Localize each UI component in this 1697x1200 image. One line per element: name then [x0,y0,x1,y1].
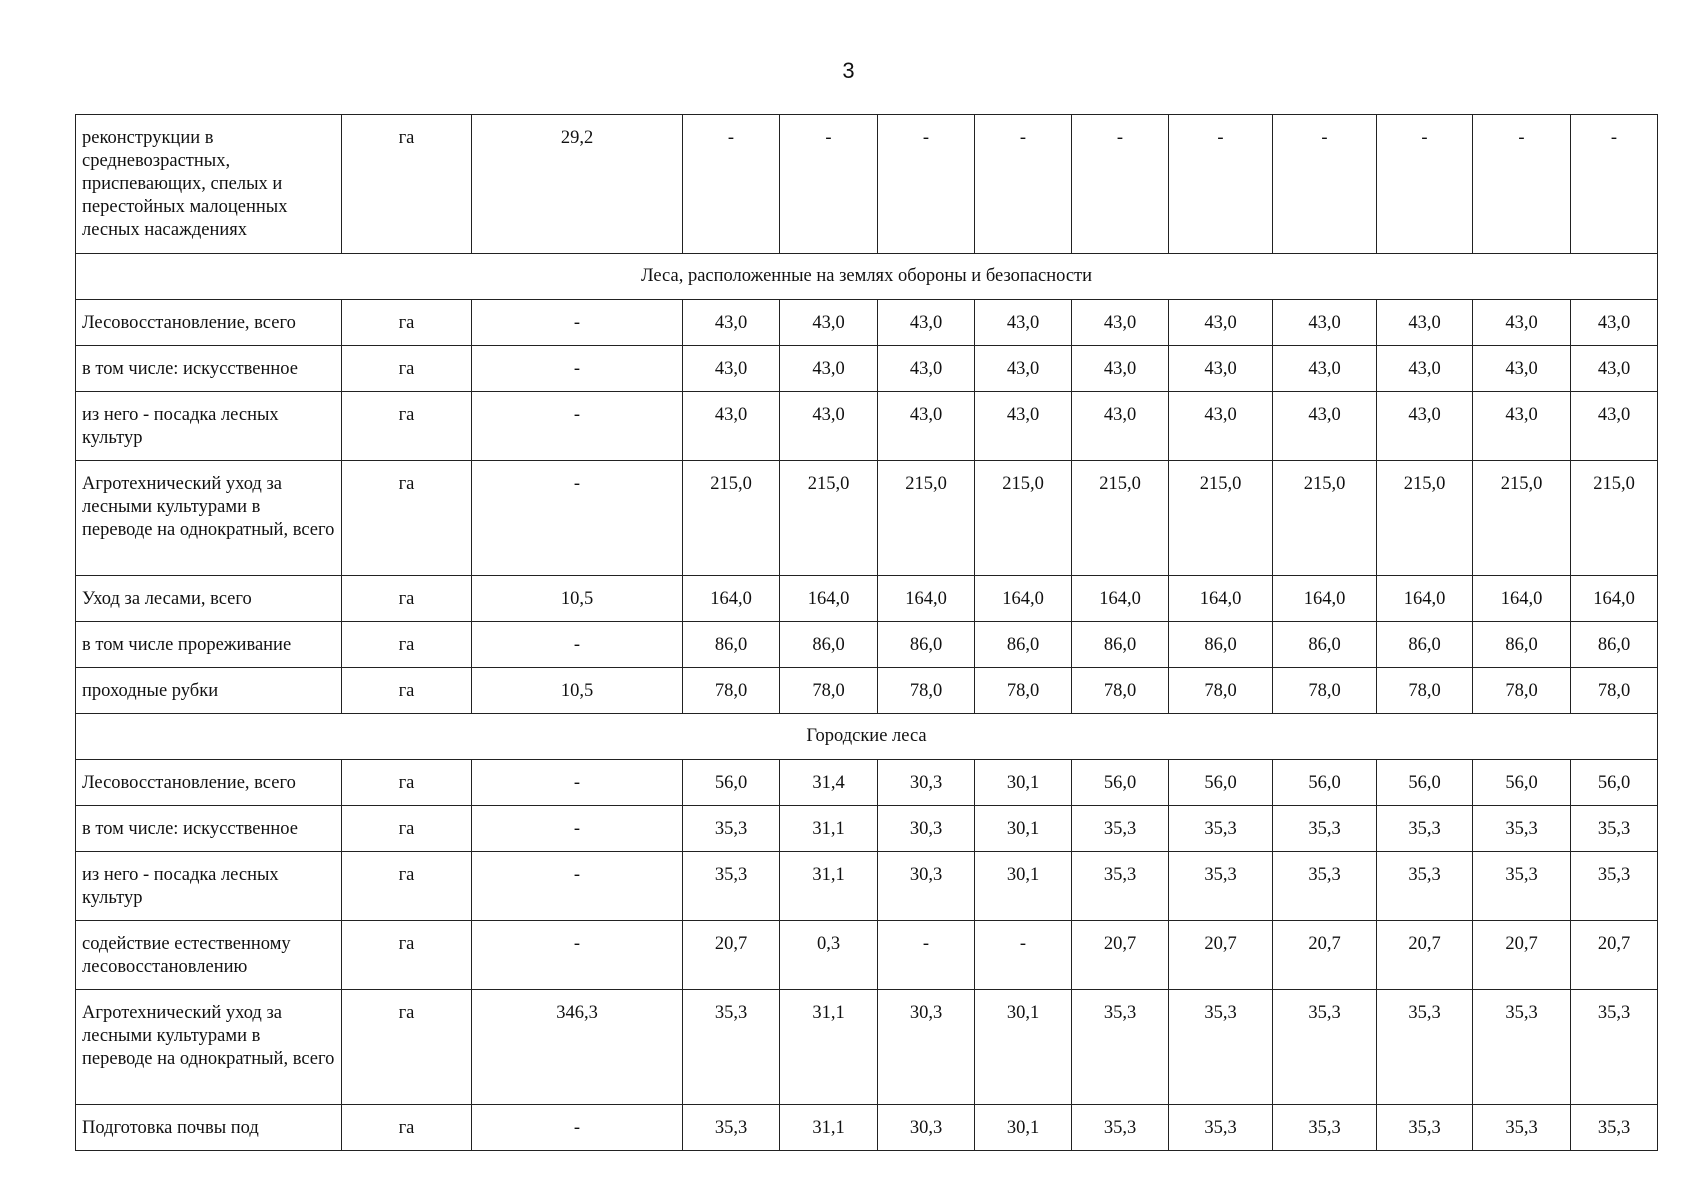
row-label: Лесовосстановление, всего [76,300,342,346]
value-cell: 30,3 [878,990,975,1105]
value-cell: 56,0 [1273,760,1377,806]
row-label: из него - посадка лесных культур [76,852,342,921]
value-cell: 86,0 [1273,622,1377,668]
base-value-cell: - [472,852,683,921]
value-cell: 43,0 [1571,392,1658,461]
value-cell: 215,0 [1169,461,1273,576]
value-cell: 20,7 [1169,921,1273,990]
base-value-cell: 29,2 [472,115,683,254]
value-cell: 43,0 [1473,300,1571,346]
value-cell: 215,0 [1377,461,1473,576]
unit-cell: га [342,576,472,622]
value-cell: 78,0 [1377,668,1473,714]
unit-cell: га [342,392,472,461]
value-cell: 30,1 [975,760,1072,806]
value-cell: 30,1 [975,852,1072,921]
base-value-cell: - [472,622,683,668]
value-cell: - [780,115,878,254]
value-cell: 31,4 [780,760,878,806]
value-cell: 35,3 [1169,806,1273,852]
value-cell: 215,0 [975,461,1072,576]
value-cell: - [975,115,1072,254]
base-value-cell: - [472,461,683,576]
value-cell: 164,0 [1377,576,1473,622]
value-cell: 56,0 [683,760,780,806]
unit-cell: га [342,300,472,346]
value-cell: - [1571,115,1658,254]
value-cell: 35,3 [1273,1105,1377,1151]
unit-cell: га [342,806,472,852]
unit-cell: га [342,921,472,990]
table-row [76,668,1658,714]
value-cell: 86,0 [780,622,878,668]
value-cell: 43,0 [683,346,780,392]
value-cell: 56,0 [1377,760,1473,806]
row-label: Лесовосстановление, всего [76,760,342,806]
value-cell: 86,0 [683,622,780,668]
value-cell: 78,0 [878,668,975,714]
value-cell: 164,0 [878,576,975,622]
table-row [76,852,1658,921]
value-cell: 86,0 [1169,622,1273,668]
value-cell: 43,0 [1473,392,1571,461]
base-value-cell: - [472,1105,683,1151]
value-cell: 30,1 [975,1105,1072,1151]
value-cell: 35,3 [1377,852,1473,921]
unit-cell: га [342,622,472,668]
value-cell: 30,3 [878,760,975,806]
value-cell: 35,3 [1169,1105,1273,1151]
table-row [76,1105,1658,1151]
section-row [76,714,1658,760]
value-cell: 86,0 [1072,622,1169,668]
value-cell: 215,0 [1273,461,1377,576]
value-cell: 43,0 [878,346,975,392]
forest-activities-table [75,114,1658,1151]
value-cell: 56,0 [1571,760,1658,806]
value-cell: - [1072,115,1169,254]
value-cell: 35,3 [683,852,780,921]
value-cell: 43,0 [780,392,878,461]
value-cell: 43,0 [683,300,780,346]
base-value-cell: - [472,760,683,806]
value-cell: 215,0 [1473,461,1571,576]
base-value-cell: - [472,300,683,346]
value-cell: - [878,921,975,990]
value-cell: 35,3 [1273,990,1377,1105]
value-cell: 35,3 [1169,990,1273,1105]
value-cell: - [1169,115,1273,254]
base-value-cell: 346,3 [472,990,683,1105]
table-row [76,806,1658,852]
value-cell: 35,3 [1072,852,1169,921]
value-cell: 78,0 [975,668,1072,714]
value-cell: 215,0 [683,461,780,576]
value-cell: 43,0 [1072,392,1169,461]
value-cell: 35,3 [683,990,780,1105]
value-cell: 43,0 [780,346,878,392]
value-cell: 164,0 [975,576,1072,622]
value-cell: - [878,115,975,254]
value-cell: 43,0 [1377,346,1473,392]
value-cell: 35,3 [683,1105,780,1151]
value-cell: 78,0 [1072,668,1169,714]
unit-cell: га [342,115,472,254]
value-cell: 56,0 [1473,760,1571,806]
value-cell: 31,1 [780,990,878,1105]
value-cell: 164,0 [1072,576,1169,622]
unit-cell: га [342,461,472,576]
value-cell: 20,7 [1473,921,1571,990]
value-cell: 78,0 [1473,668,1571,714]
value-cell: 20,7 [1571,921,1658,990]
value-cell: 35,3 [1571,806,1658,852]
value-cell: 35,3 [1571,990,1658,1105]
unit-cell: га [342,852,472,921]
table-row [76,921,1658,990]
value-cell: 30,1 [975,990,1072,1105]
value-cell: 164,0 [683,576,780,622]
table-row [76,115,1658,254]
value-cell: 43,0 [1169,300,1273,346]
value-cell: 35,3 [1072,806,1169,852]
value-cell: 43,0 [975,346,1072,392]
value-cell: 43,0 [1072,300,1169,346]
table-row [76,346,1658,392]
row-label: из него - посадка лесных культур [76,392,342,461]
table-row [76,392,1658,461]
value-cell: 35,3 [1377,806,1473,852]
page-number: 3 [842,58,855,83]
value-cell: 43,0 [975,392,1072,461]
unit-cell: га [342,760,472,806]
value-cell: 43,0 [1377,300,1473,346]
row-label: в том числе прореживание [76,622,342,668]
value-cell: 56,0 [1072,760,1169,806]
value-cell: 43,0 [1473,346,1571,392]
table-row [76,576,1658,622]
value-cell: 215,0 [1072,461,1169,576]
row-label: Агротехнический уход за лесными культурами в переводе на однократный, всего [76,990,342,1105]
row-label: проходные рубки [76,668,342,714]
value-cell: 215,0 [1571,461,1658,576]
table-row [76,622,1658,668]
value-cell: 43,0 [878,300,975,346]
value-cell: 78,0 [1571,668,1658,714]
value-cell: - [1377,115,1473,254]
value-cell: 78,0 [1273,668,1377,714]
row-label: Агротехнический уход за лесными культурами в переводе на однократный, всего [76,461,342,576]
value-cell: 0,3 [780,921,878,990]
value-cell: 43,0 [1273,300,1377,346]
value-cell: 35,3 [1169,852,1273,921]
row-label: в том числе: искусственное [76,806,342,852]
value-cell: 20,7 [1273,921,1377,990]
value-cell: 35,3 [1473,990,1571,1105]
value-cell: 35,3 [1377,1105,1473,1151]
unit-cell: га [342,668,472,714]
value-cell: 164,0 [1571,576,1658,622]
value-cell: - [1473,115,1571,254]
value-cell: 43,0 [780,300,878,346]
value-cell: 86,0 [878,622,975,668]
row-label: Подготовка почвы под [76,1105,342,1151]
value-cell: 56,0 [1169,760,1273,806]
table-row [76,461,1658,576]
value-cell: 43,0 [1273,346,1377,392]
value-cell: 30,3 [878,806,975,852]
value-cell: 164,0 [1169,576,1273,622]
unit-cell: га [342,346,472,392]
value-cell: 164,0 [780,576,878,622]
value-cell: 30,3 [878,1105,975,1151]
value-cell: 35,3 [1571,1105,1658,1151]
value-cell: - [975,921,1072,990]
section-row [76,254,1658,300]
base-value-cell: - [472,806,683,852]
value-cell: 35,3 [1571,852,1658,921]
value-cell: 43,0 [683,392,780,461]
value-cell: 30,1 [975,806,1072,852]
value-cell: 20,7 [1377,921,1473,990]
value-cell: 35,3 [1072,990,1169,1105]
value-cell: 43,0 [1072,346,1169,392]
section-title: Городские леса [76,714,1658,760]
row-label: в том числе: искусственное [76,346,342,392]
value-cell: 78,0 [1169,668,1273,714]
value-cell: 31,1 [780,852,878,921]
value-cell: 35,3 [1473,806,1571,852]
value-cell: 164,0 [1473,576,1571,622]
value-cell: 35,3 [1072,1105,1169,1151]
value-cell: 215,0 [878,461,975,576]
base-value-cell: 10,5 [472,576,683,622]
value-cell: 164,0 [1273,576,1377,622]
value-cell: 35,3 [683,806,780,852]
table-row [76,990,1658,1105]
value-cell: 43,0 [1169,346,1273,392]
value-cell: - [1273,115,1377,254]
unit-cell: га [342,990,472,1105]
table-row [76,300,1658,346]
value-cell: 78,0 [780,668,878,714]
value-cell: 43,0 [975,300,1072,346]
value-cell: 215,0 [780,461,878,576]
value-cell: 30,3 [878,852,975,921]
value-cell: 20,7 [683,921,780,990]
row-label: реконструкции в средневозрастных, приспевающих, спелых и перестойных малоценных лесных насаждениях [76,115,342,254]
unit-cell: га [342,1105,472,1151]
value-cell: 78,0 [683,668,780,714]
value-cell: 43,0 [1571,346,1658,392]
section-title: Леса, расположенные на землях обороны и безопасности [76,254,1658,300]
value-cell: 43,0 [1169,392,1273,461]
value-cell: 31,1 [780,806,878,852]
value-cell: 35,3 [1377,990,1473,1105]
value-cell: 86,0 [1473,622,1571,668]
value-cell: 43,0 [1571,300,1658,346]
base-value-cell: - [472,346,683,392]
base-value-cell: 10,5 [472,668,683,714]
value-cell: 35,3 [1273,806,1377,852]
row-label: Уход за лесами, всего [76,576,342,622]
value-cell: 43,0 [1273,392,1377,461]
value-cell: 35,3 [1273,852,1377,921]
base-value-cell: - [472,392,683,461]
base-value-cell: - [472,921,683,990]
table-row [76,760,1658,806]
value-cell: 43,0 [878,392,975,461]
value-cell: 35,3 [1473,852,1571,921]
value-cell: 86,0 [1377,622,1473,668]
value-cell: 43,0 [1377,392,1473,461]
value-cell: 86,0 [975,622,1072,668]
value-cell: 20,7 [1072,921,1169,990]
value-cell: 35,3 [1473,1105,1571,1151]
value-cell: 31,1 [780,1105,878,1151]
value-cell: 86,0 [1571,622,1658,668]
value-cell: - [683,115,780,254]
row-label: содействие естественному лесовосстановлению [76,921,342,990]
